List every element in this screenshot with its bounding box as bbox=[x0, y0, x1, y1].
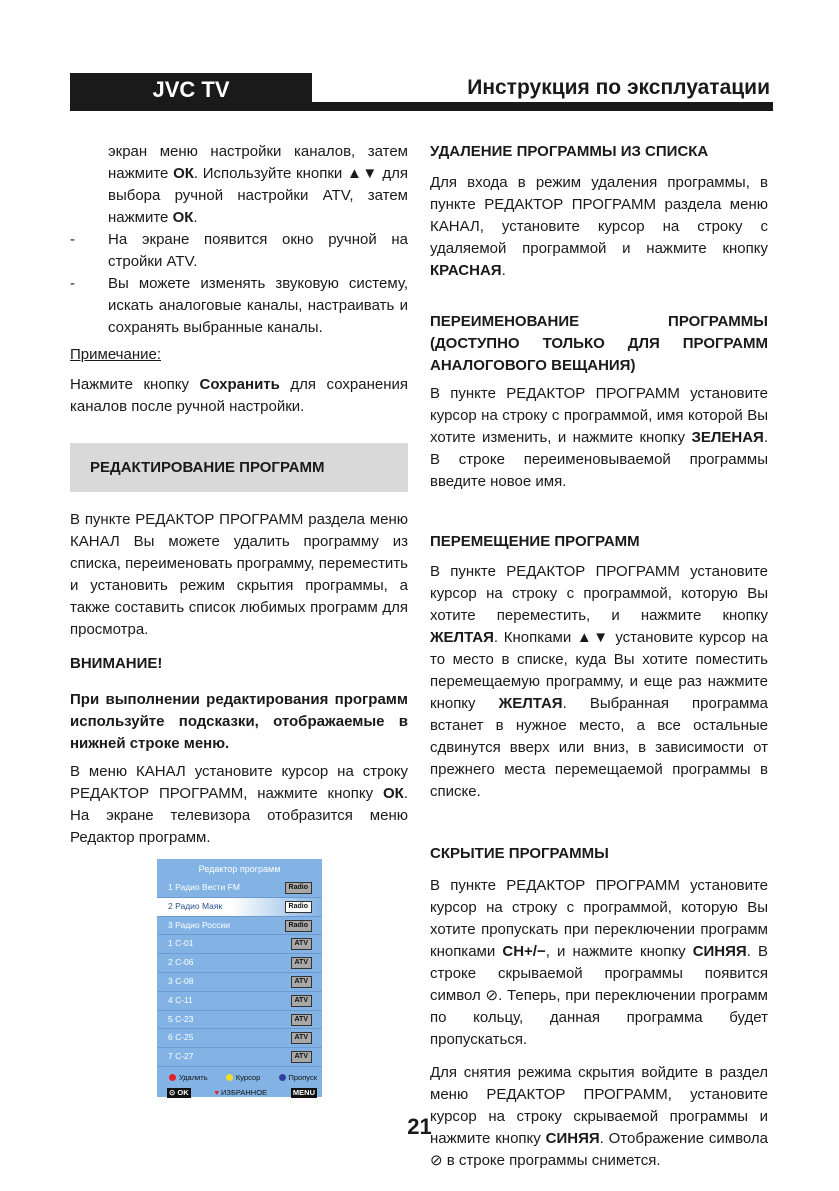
legend-cursor bbox=[226, 1073, 260, 1083]
right-column bbox=[430, 141, 768, 1172]
left-column-top bbox=[70, 141, 408, 339]
bold-text-run: ЖЕЛТАЯ bbox=[498, 695, 563, 712]
channel-type-badge: Radio bbox=[285, 882, 312, 894]
channel-type-badge: Radio bbox=[285, 920, 312, 932]
channel-name: 7 C-27 bbox=[168, 1051, 194, 1062]
bold-text-run: ЗЕЛЕНАЯ bbox=[691, 429, 764, 446]
text-run: . В строке переименовываемой программы введите новое имя. bbox=[430, 429, 768, 490]
page-number: 21 bbox=[407, 1114, 432, 1139]
heart-icon: ♥ bbox=[214, 1087, 219, 1097]
bullet-text bbox=[108, 231, 408, 270]
dash: - bbox=[70, 275, 75, 292]
note-label: Примечание: bbox=[70, 346, 161, 363]
channel-type-badge: ATV bbox=[291, 1014, 312, 1026]
bold-text-run: ЖЕЛТАЯ bbox=[430, 629, 494, 646]
legend-label: Курсор bbox=[235, 1072, 261, 1082]
text-run: , и нажмите кнопку bbox=[545, 943, 693, 960]
legend-skip bbox=[279, 1073, 318, 1083]
rename-text bbox=[430, 383, 768, 493]
page-header-title: Инструкция по эксплуатации bbox=[467, 76, 770, 99]
channel-name: 6 C-25 bbox=[168, 1032, 194, 1043]
channel-type-badge: ATV bbox=[291, 938, 312, 950]
blue-button-icon bbox=[279, 1074, 286, 1081]
favorites-hint bbox=[214, 1088, 267, 1098]
section-banner bbox=[70, 443, 408, 492]
bullet-text bbox=[108, 275, 408, 336]
menu-legend-2 bbox=[157, 1083, 322, 1098]
channel-name: 4 C-11 bbox=[168, 994, 193, 1005]
attention-text bbox=[70, 689, 408, 755]
bold-text-run: При выполнении редактирования программ используйте подсказки, отображаемые в нижней строке меню. bbox=[70, 691, 408, 752]
legend-label: Удалить bbox=[179, 1072, 208, 1082]
text-run: Для входа в режим удаления программы, в пункте РЕДАКТОР ПРОГРАММ раздела меню КАНАЛ, установите курсор на строку с удаляемой программой и нажмите кнопку bbox=[430, 174, 768, 257]
brand-header: JVC TV bbox=[70, 73, 312, 111]
channel-row bbox=[157, 992, 322, 1011]
channel-type-badge: ATV bbox=[291, 957, 312, 969]
red-button-icon bbox=[169, 1074, 176, 1081]
channel-row bbox=[157, 935, 322, 954]
header-rule bbox=[312, 102, 773, 111]
bold-text-run: ОК bbox=[172, 209, 194, 226]
bold-text-run: CH+/− bbox=[502, 943, 546, 960]
channel-row bbox=[157, 898, 322, 917]
menu-paragraph bbox=[70, 761, 408, 849]
text-run: В пункте РЕДАКТОР ПРОГРАММ установите курсор на строку с программой, которую Вы хотите пропускать при переключении программ кнопками bbox=[430, 877, 768, 960]
text-run: . Отображение символа ⊘ в строке программы снимется. bbox=[430, 1130, 768, 1169]
attention-heading: ВНИМАНИЕ! bbox=[70, 655, 163, 672]
yellow-button-icon bbox=[226, 1074, 233, 1081]
heading-skip: СКРЫТИЕ ПРОГРАММЫ bbox=[430, 845, 609, 862]
bullet-item bbox=[70, 273, 408, 339]
channel-name: 3 C-08 bbox=[168, 975, 194, 986]
bold-text-run: Сохранить bbox=[199, 376, 280, 393]
text-run: экран меню настройки каналов, затем нажмите bbox=[108, 143, 408, 182]
left-column bbox=[70, 141, 408, 1097]
channel-type-badge: ATV bbox=[291, 1051, 312, 1063]
legend-label: ИЗБРАННОЕ bbox=[221, 1087, 268, 1097]
text-run: В пункте РЕДАКТОР ПРОГРАММ установите курсор на строку с программой, которую Вы хотите переместить, и нажмите кнопку bbox=[430, 563, 768, 624]
channel-name: 1 Радио Вести FM bbox=[168, 882, 240, 892]
channel-row bbox=[157, 917, 322, 936]
ok-hint: ⊙ OK bbox=[169, 1087, 189, 1097]
move-text bbox=[430, 561, 768, 803]
delete-text bbox=[430, 172, 768, 282]
heading-move: ПЕРЕМЕЩЕНИЕ ПРОГРАММ bbox=[430, 533, 640, 550]
channel-row bbox=[157, 1048, 322, 1067]
menu-hint: MENU bbox=[292, 1087, 315, 1097]
intro-paragraph bbox=[70, 509, 408, 641]
text-run: . В строке скрываемой программы появится символ ⊘. Теперь, при переключении программ по кольцу, данная программа будет пропускаться. bbox=[430, 943, 768, 1048]
channel-type-badge: ATV bbox=[291, 995, 312, 1007]
text-run: Нажмите кнопку bbox=[70, 376, 200, 393]
channel-name: 1 C-01 bbox=[168, 938, 194, 949]
text-run: Вы можете изменять звуковую систему, искать аналоговые каналы, настраивать и сохранять выбранные каналы. bbox=[108, 275, 408, 336]
channel-name: 2 C-06 bbox=[168, 957, 194, 968]
legend-label: Пропуск bbox=[288, 1072, 317, 1082]
channel-type-badge: ATV bbox=[291, 976, 312, 988]
skip-text bbox=[430, 875, 768, 1051]
legend-delete bbox=[169, 1073, 208, 1083]
text-run: . Используйте кнопки ▲▼ для выбора ручной настройки ATV, затем нажмите bbox=[108, 165, 408, 226]
bold-text-run: КРАСНАЯ bbox=[430, 262, 502, 279]
text-run: В меню КАНАЛ установите курсор на строку РЕДАКТОР ПРОГРАММ, нажмите кнопку bbox=[70, 763, 408, 802]
text-run: . bbox=[193, 209, 198, 226]
bold-text-run: ОК bbox=[173, 165, 194, 182]
bold-text-run: СИНЯЯ bbox=[692, 943, 747, 960]
bold-text-run: СИНЯЯ bbox=[545, 1130, 600, 1147]
channel-type-badge: ATV bbox=[291, 1032, 312, 1044]
text-run: В пункте РЕДАКТОР ПРОГРАММ установите курсор на строку с программой, имя которой Вы хотите изменить, и нажмите кнопку bbox=[430, 385, 768, 446]
channel-name: 2 Радио Маяк bbox=[168, 900, 223, 911]
channel-name: 3 Радио России bbox=[168, 919, 231, 930]
bold-text-run: ОК bbox=[383, 785, 404, 802]
text-run: . Выбранная программа встанет в нужное место, а все остальные сдвинутся вверх или вниз, в зависимости от прежнего места перемещаемой программы в списке. bbox=[430, 695, 768, 800]
section-title: РЕДАКТИРОВАНИЕ ПРОГРАММ bbox=[90, 459, 325, 476]
menu-title: Редактор программ bbox=[198, 864, 281, 874]
program-editor-screenshot bbox=[157, 859, 322, 1097]
dash: - bbox=[70, 231, 75, 248]
heading-rename: ПЕРЕИМЕНОВАНИЕ ПРОГРАММЫ (ДОСТУПНО ТОЛЬКО ДЛЯ ПРОГРАММ АНАЛОГОВОГО ВЕЩАНИЯ) bbox=[430, 313, 768, 374]
text-run: В пункте РЕДАКТОР ПРОГРАММ раздела меню КАНАЛ Вы можете удалить программу из списка, переименовать программу, переместить и установить режим скрытия программы, а также составить список любимых программ для просмотра. bbox=[70, 511, 408, 638]
text-run: На экране появится окно ручной на стройки ATV. bbox=[108, 231, 408, 270]
note-text bbox=[70, 374, 408, 418]
text-run: для сохранения каналов после ручной настройки. bbox=[70, 376, 408, 415]
text-run: Для снятия режима скрытия войдите в раздел меню РЕДАКТОР ПРОГРАММ, установите курсор на строку скрываемой программы и нажмите кнопку bbox=[430, 1064, 768, 1147]
channel-name: 5 C-23 bbox=[168, 1013, 194, 1024]
channel-row bbox=[157, 1029, 322, 1048]
channel-row bbox=[157, 879, 322, 898]
heading-delete: УДАЛЕНИЕ ПРОГРАММЫ ИЗ СПИСКА bbox=[430, 143, 709, 160]
channel-row bbox=[157, 954, 322, 973]
text-run: . На экране телевизора отобразится меню Редактор программ. bbox=[70, 785, 408, 846]
channel-row bbox=[157, 1011, 322, 1030]
bullet-item bbox=[70, 229, 408, 273]
step-text bbox=[70, 141, 408, 229]
channel-row bbox=[157, 973, 322, 992]
menu-legend bbox=[157, 1067, 322, 1083]
channel-type-badge: Radio bbox=[285, 901, 312, 913]
text-run: . Кнопками ▲▼ установите курсор на то место в списке, куда Вы хотите поместить перемещаемую программу, и еще раз нажмите кнопку bbox=[430, 629, 768, 712]
text-run: . bbox=[501, 262, 506, 279]
